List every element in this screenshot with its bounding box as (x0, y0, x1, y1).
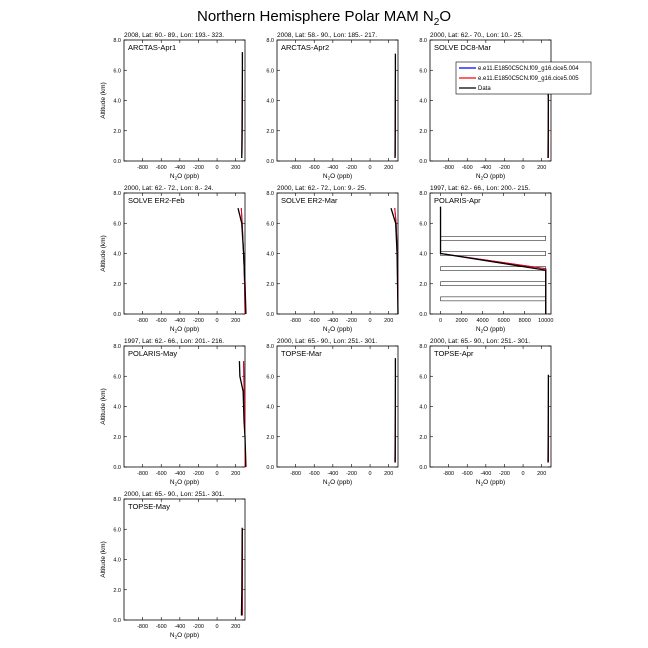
chart-panel (419, 338, 551, 487)
x-tick-label: 200 (384, 471, 394, 477)
plot-frame (277, 346, 398, 467)
x-tick-label: -200 (498, 471, 510, 477)
y-tick-label: 8.0 (113, 38, 121, 44)
x-tick-label: -400 (480, 165, 492, 171)
x-tick-label: 4000 (476, 318, 489, 324)
x-tick-label: -800 (137, 165, 149, 171)
panel-header: 2000, Lat: 62.- 70., Lon: 10.- 25. (430, 32, 523, 39)
x-axis-label: $N_2O$ (ppb) (475, 173, 506, 181)
x-tick-label: -800 (443, 165, 455, 171)
legend-label: Data (478, 86, 491, 92)
x-tick-label: -400 (174, 318, 186, 324)
x-tick-label: 0 (521, 165, 525, 171)
panel-header: 2000, Lat: 65.- 90., Lon: 251.- 301. (430, 338, 531, 345)
y-tick-label: 0.0 (113, 159, 121, 165)
x-tick-label: -400 (174, 471, 186, 477)
x-tick-label: -400 (327, 471, 339, 477)
y-tick-label: 4.0 (113, 404, 121, 411)
x-axis-label: $N_2O$ (ppb) (475, 326, 506, 334)
series-line (242, 52, 243, 158)
y-axis-label: Altitude (km) (100, 235, 107, 272)
series-line (391, 208, 398, 314)
plot-frame (124, 193, 245, 314)
plot-frame (277, 193, 398, 314)
panel-header: 2000, Lat: 62.- 72., Lon: 9.- 25. (277, 185, 367, 192)
chart-panel (100, 491, 245, 640)
y-tick-label: 4.0 (266, 404, 274, 411)
plot-frame (430, 346, 551, 467)
y-tick-label: 4.0 (419, 251, 427, 258)
y-tick-label: 0.0 (266, 465, 274, 471)
plot-frame (124, 499, 245, 620)
plot-frame (430, 40, 551, 161)
error-range-box (441, 236, 546, 240)
x-tick-label: 0 (368, 318, 372, 324)
x-tick-label: 8000 (518, 318, 531, 324)
y-tick-label: 8.0 (419, 344, 427, 350)
x-tick-label: 2000 (455, 318, 468, 324)
panel-header: 2008, Lat: 58.- 90., Lon: 185.- 217. (277, 32, 378, 39)
y-tick-label: 2.0 (113, 128, 121, 135)
x-tick-label: 200 (231, 165, 241, 171)
y-tick-label: 6.0 (113, 221, 121, 228)
plot-frame (430, 193, 551, 314)
y-tick-label: 6.0 (266, 221, 274, 228)
x-tick-label: -400 (327, 165, 339, 171)
y-tick-label: 2.0 (113, 587, 121, 594)
y-tick-label: 4.0 (113, 557, 121, 564)
y-tick-label: 2.0 (266, 281, 274, 288)
y-tick-label: 0.0 (113, 465, 121, 471)
x-tick-label: -800 (443, 471, 455, 477)
page-title-tail: O (439, 8, 451, 25)
y-tick-label: 0.0 (113, 312, 121, 318)
y-tick-label: 6.0 (113, 374, 121, 381)
y-tick-label: 6.0 (113, 527, 121, 534)
x-tick-label: 0 (215, 471, 219, 477)
y-tick-label: 4.0 (113, 251, 121, 258)
y-tick-label: 4.0 (419, 404, 427, 411)
x-tick-label: -800 (137, 624, 149, 630)
x-tick-label: 6000 (497, 318, 510, 324)
y-tick-label: 6.0 (419, 68, 427, 75)
y-tick-label: 4.0 (419, 98, 427, 105)
x-tick-label: -800 (137, 318, 149, 324)
y-tick-label: 8.0 (266, 191, 274, 197)
x-tick-label: 200 (231, 624, 241, 630)
chart-panel (419, 32, 591, 181)
x-axis-label: $N_2O$ (ppb) (475, 479, 506, 487)
x-tick-label: -600 (155, 471, 167, 477)
x-tick-label: 200 (384, 318, 394, 324)
x-tick-label: -800 (290, 471, 302, 477)
x-tick-label: -200 (192, 471, 204, 477)
campaign-label: SOLVE ER2-Mar (281, 196, 338, 205)
y-tick-label: 2.0 (266, 434, 274, 441)
chart-panel (100, 185, 246, 334)
x-axis-label: $N_2O$ (ppb) (169, 326, 200, 334)
panel-header: 2000, Lat: 65.- 90., Lon: 251.- 301. (277, 338, 378, 345)
x-tick-label: 200 (231, 471, 241, 477)
y-tick-label: 0.0 (419, 312, 427, 318)
x-tick-label: 200 (537, 471, 547, 477)
y-tick-label: 6.0 (266, 68, 274, 75)
chart-panel (266, 32, 398, 181)
panel-header: 2000, Lat: 62.- 72., Lon: 8.- 24. (124, 185, 214, 192)
campaign-label: SOLVE DC8-Mar (434, 43, 491, 52)
campaign-label: POLARIS-Apr (434, 196, 481, 205)
x-tick-label: -800 (290, 165, 302, 171)
y-axis-label: Altitude (km) (100, 82, 107, 119)
x-tick-label: 0 (215, 624, 219, 630)
error-range-box (441, 297, 546, 301)
y-tick-label: 0.0 (266, 159, 274, 165)
y-tick-label: 0.0 (419, 465, 427, 471)
page-title-main: Northern Hemisphere Polar MAM N (197, 8, 434, 25)
campaign-label: ARCTAS-Apr2 (281, 43, 330, 52)
legend-label: e.e11.E1850C5CN.f09_g16.cice5.005 (478, 76, 579, 82)
campaign-label: ARCTAS-Apr1 (128, 43, 177, 52)
x-tick-label: -400 (174, 165, 186, 171)
x-tick-label: -600 (155, 624, 167, 630)
x-tick-label: -600 (308, 165, 320, 171)
x-axis-label: $N_2O$ (ppb) (322, 173, 353, 181)
x-tick-label: 0 (438, 318, 443, 324)
y-tick-label: 2.0 (419, 434, 427, 441)
y-tick-label: 2.0 (419, 281, 427, 288)
y-tick-label: 8.0 (113, 344, 121, 350)
y-tick-label: 6.0 (419, 374, 427, 381)
x-tick-label: -800 (137, 471, 149, 477)
series-line (241, 528, 242, 616)
x-axis-label: $N_2O$ (ppb) (169, 479, 200, 487)
y-tick-label: 6.0 (113, 68, 121, 75)
plot-frame (124, 346, 245, 467)
error-range-box (441, 282, 546, 286)
x-tick-label: 10000 (538, 318, 554, 324)
chart-panel (266, 338, 398, 487)
series-line (441, 208, 546, 314)
x-tick-label: -600 (155, 318, 167, 324)
x-tick-label: -200 (192, 165, 204, 171)
x-tick-label: 200 (231, 318, 241, 324)
y-tick-label: 2.0 (419, 128, 427, 135)
y-tick-label: 2.0 (266, 128, 274, 135)
y-tick-label: 8.0 (419, 38, 427, 44)
x-axis-label: $N_2O$ (ppb) (322, 479, 353, 487)
x-tick-label: -600 (308, 318, 320, 324)
x-tick-label: -200 (345, 165, 357, 171)
error-range-box (441, 252, 546, 256)
page-title-subscript: 2 (433, 17, 440, 28)
y-tick-label: 8.0 (266, 344, 274, 350)
panel-header: 1997, Lat: 62.- 66., Lon: 201.- 216. (124, 338, 225, 345)
x-tick-label: -400 (480, 471, 492, 477)
series-line (441, 207, 546, 314)
y-tick-label: 4.0 (113, 98, 121, 105)
panel-header: 1997, Lat: 62.- 66., Lon: 200.- 215. (430, 185, 531, 192)
campaign-label: TOPSE-Mar (281, 349, 322, 358)
x-tick-label: -200 (345, 471, 357, 477)
y-tick-label: 8.0 (419, 191, 427, 197)
campaign-label: SOLVE ER2-Feb (128, 196, 185, 205)
y-tick-label: 8.0 (113, 191, 121, 197)
x-tick-label: 0 (521, 471, 525, 477)
x-tick-label: -200 (498, 165, 510, 171)
x-tick-label: 0 (368, 165, 372, 171)
plot-frame (277, 40, 398, 161)
panel-header: 2008, Lat: 60.- 89., Lon: 193.- 323. (124, 32, 225, 39)
x-axis-label: $N_2O$ (ppb) (169, 632, 200, 640)
y-tick-label: 6.0 (419, 221, 427, 228)
legend-label: e.e11.E1850C5CN.f09_g16.cice5.004 (478, 66, 579, 72)
x-tick-label: 0 (215, 165, 219, 171)
x-tick-label: -800 (290, 318, 302, 324)
panel-header: 2000, Lat: 65.- 90., Lon: 251.- 301. (124, 491, 225, 498)
x-tick-label: -200 (192, 624, 204, 630)
campaign-label: TOPSE-Apr (434, 349, 474, 358)
x-axis-label: $N_2O$ (ppb) (169, 173, 200, 181)
x-tick-label: 200 (384, 165, 394, 171)
x-tick-label: -400 (174, 624, 186, 630)
x-tick-label: 200 (537, 165, 547, 171)
plot-frame (124, 40, 245, 161)
chart-panel (100, 338, 246, 487)
x-axis-label: $N_2O$ (ppb) (322, 326, 353, 334)
y-tick-label: 0.0 (266, 312, 274, 318)
x-tick-label: -600 (308, 471, 320, 477)
chart-panel (419, 185, 553, 334)
x-tick-label: 0 (215, 318, 219, 324)
y-tick-label: 6.0 (266, 374, 274, 381)
y-tick-label: 8.0 (266, 38, 274, 44)
y-tick-label: 0.0 (419, 159, 427, 165)
x-tick-label: -400 (327, 318, 339, 324)
y-axis-label: Altitude (km) (100, 541, 107, 578)
y-axis-label: Altitude (km) (100, 388, 107, 425)
y-tick-label: 4.0 (266, 251, 274, 258)
y-tick-label: 0.0 (113, 618, 121, 624)
x-tick-label: -600 (461, 165, 473, 171)
campaign-label: POLARIS-May (128, 349, 178, 358)
chart-panel (100, 32, 245, 181)
y-tick-label: 2.0 (113, 434, 121, 441)
x-tick-label: -600 (155, 165, 167, 171)
x-tick-label: -200 (345, 318, 357, 324)
chart-panel (266, 185, 398, 334)
x-tick-label: -600 (461, 471, 473, 477)
x-tick-label: -200 (192, 318, 204, 324)
y-tick-label: 4.0 (266, 98, 274, 105)
y-tick-label: 8.0 (113, 497, 121, 503)
campaign-label: TOPSE-May (128, 502, 170, 511)
x-tick-label: 0 (368, 471, 372, 477)
y-tick-label: 2.0 (113, 281, 121, 288)
